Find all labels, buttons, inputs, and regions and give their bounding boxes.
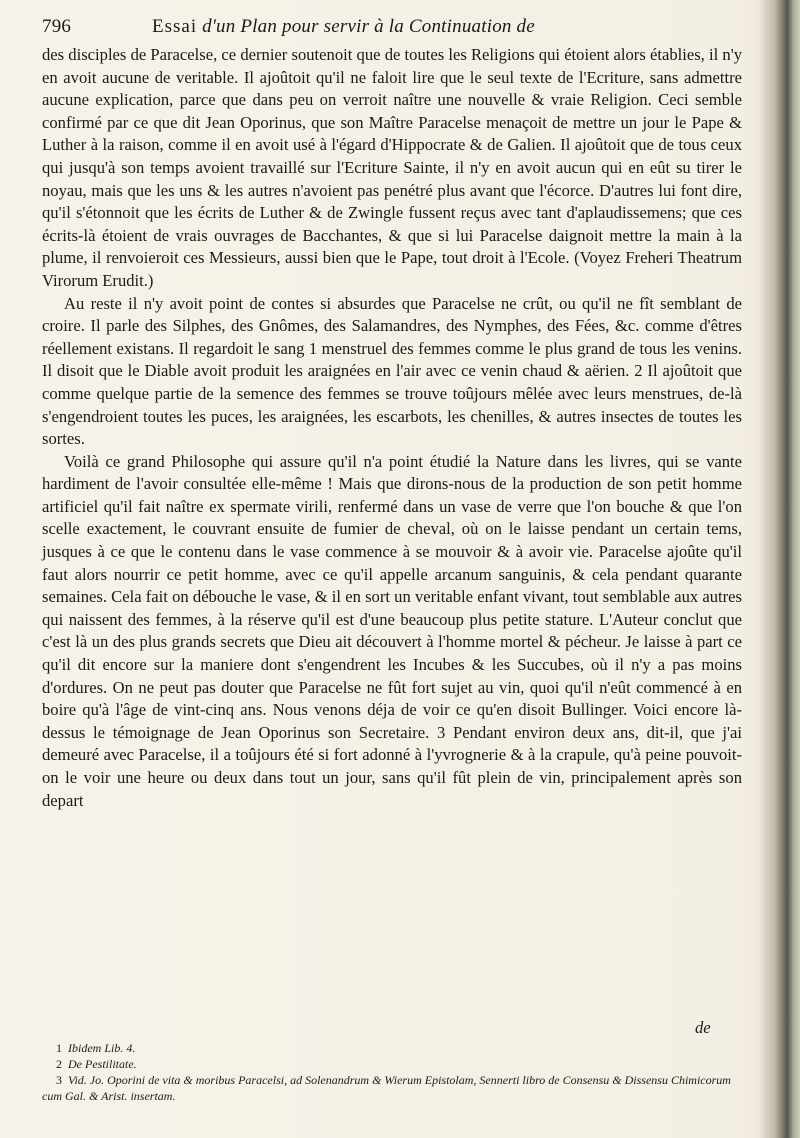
catchword: de — [695, 1018, 711, 1037]
footnote-1-text: Ibidem Lib. 4. — [68, 1041, 136, 1055]
running-title-caps: Essai — [152, 16, 198, 37]
paragraph-2: Au reste il n'y avoit point de contes si absurdes que Paracelse ne crût, ou qu'il ne fît semblant de croire. Il parle des Silphes, des Gnômes, des Salamandres, des Nymphes, des Fées, &c. comme d'êtres réellement existans. Il regardoit le sang 1 menstruel des femmes comme le plus grand de tous les venins. Il disoit que le Diable avoit produit les araignées en l'air avec ce venin chaud & aërien. 2 Il ajoûtoit que comme quelque partie de la semence des femmes se trouve toûjours mêlée avec leurs menstrues, de-là s'engendroient toutes les puces, les araignées, les escarbots, les chenilles, & autres insectes de toutes les sortes. — [42, 293, 742, 449]
footnote-2-number: 2 — [56, 1057, 62, 1071]
running-title — [152, 16, 535, 38]
footnote-1-number: 1 — [56, 1041, 62, 1055]
running-header — [42, 14, 742, 42]
page-edge-shadow — [758, 0, 800, 1138]
paragraph-3: Voilà ce grand Philosophe qui assure qu'il n'a point étudié la Nature dans les livres, qui se vante hardiment de l'avoir consultée elle-même ! Mais que dirons-nous de la production de son petit homme artificiel qu'il fait naître ex spermate virili, renfermé dans un vase de verre que l'on bouche & que l'on scelle exactement, le couvrant ensuite de fumier de cheval, où on le laisse pendant un certain tems, jusques à ce que le contenu dans le vase commence à se mouvoir & à avoir vie. Paracelse ajoûte qu'il faut alors nourrir ce petit homme, avec ce qu'il appelle arcanum sanguinis, & cela pendant quarante semaines. Cela fait on débouche le vase, & il en sort un veritable enfant vivant, tout semblable aux autres qui naissent des femmes, à la réserve qu'il est d'une beaucoup plus petite stature. L'Auteur conclut que c'est là un des plus grands secrets que Dieu ait découvert à l'homme mortel & pécheur. Je laisse à part ce qu'il dit encore sur la maniere dont s'engendrent les Incubes & les Succubes, où il n'y a pas moins d'ordures. On ne peut pas douter que Paracelse ne fût fort sujet au vin, quoi qu'il n'eût commencé à en boire qu'à l'âge de vint-cinq ans. Nous venons déja de voir ce qu'en disoit Bullinger. Voici encore là-dessus le témoignage de Jean Oporinus son Secretaire. 3 Pendant environ deux ans, dit-il, que j'ai demeuré avec Paracelse, il a toûjours été si fort adonné à l'yvrognerie & à la crapule, qu'à peine pouvoit-on le voir une heure ou deux dans tout un jour, sans qu'il fût plein de vin, principalement après son depart — [42, 451, 742, 810]
footnote-3-number: 3 — [56, 1073, 62, 1087]
footnotes — [42, 1040, 742, 1104]
body-text — [42, 44, 742, 812]
paragraph-1: des disciples de Paracelse, ce dernier soutenoit que de toutes les Religions qui étoient alors établies, il n'y en avoit aucune de veritable. Il ajoûtoit qu'il ne faloit lire que le seul texte de l'Ecriture, sans admettre aucune explication, parce que dans peu on verroit naître une nouvelle & vraie Religion. Ceci semble confirmé par ce que dit Jean Oporinus, que son Maître Paracelse menaçoit de mettre un jour le Pape & Luther à la raison, comme il en avoit usé à l'égard d'Hippocrate & de Galien. Il ajoûtoit que de tous ceux qui jusqu'à son temps avoient travaillé sur l'Ecriture Sainte, il n'y en avoit aucun qui en eût su tirer le noyau, mais que les uns & les autres n'avoient pas penétré plus avant que l'écorce. D'autres lui font dire, qu'il s'étonnoit que les écrits de Luther & de Zwingle fussent reçus avec tant d'aplaudissemens; que ces écrits-là étoient de vrais ouvrages de Bacchantes, & que si lui Paracelse daignoit mettre la main à la plume, il renvoieroit ces Messieurs, aussi bien que le Pape, tout droit à l'Ecole. (Voyez Freheri Theatrum Virorum Erudit.) — [42, 45, 742, 290]
page-number: 796 — [42, 16, 72, 37]
footnote-2 — [42, 1056, 742, 1072]
footnote-3-text: Vid. Jo. Oporini de vita & moribus Paracelsi, ad Solenandrum & Wierum Epistolam, Sennerti libro de Consensu & Dissensu Chimicorum cum Gal. & Arist. insertam. — [42, 1073, 731, 1103]
running-title-rest: d'un Plan pour servir à la Continuation de — [202, 16, 535, 37]
footnote-3 — [42, 1072, 742, 1104]
footnote-1 — [42, 1040, 742, 1056]
footnote-2-text: De Pestilitate. — [68, 1057, 137, 1071]
